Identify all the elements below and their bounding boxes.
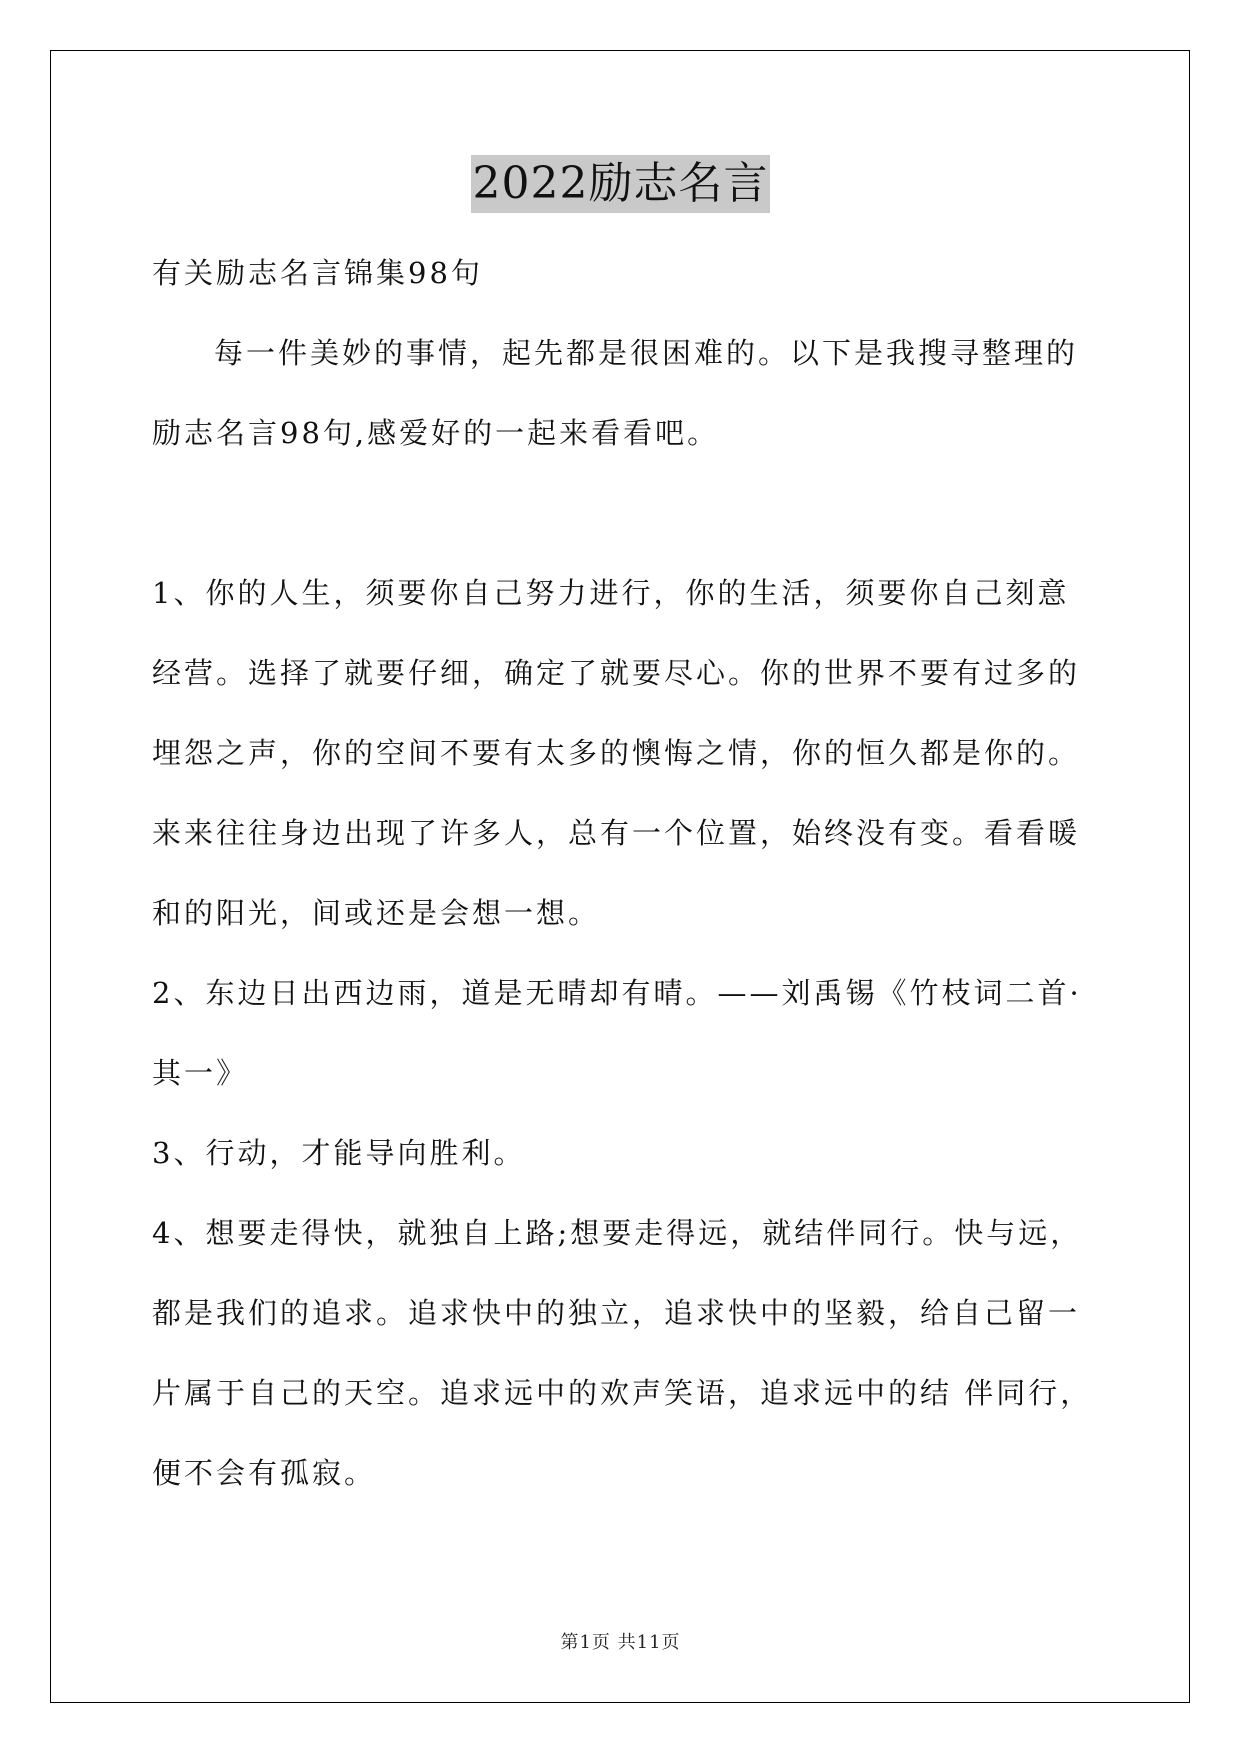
quote-paragraph-2: 2、东边日出西边雨，道是无晴却有晴。——刘禹锡《竹枝词二首·其一》 [152,976,1082,1090]
document-body [152,233,1097,1513]
intro-paragraph: 每一件美妙的事情，起先都是很困难的。以下是我搜寻整理的励志名言98句,感爱好的一起来看看吧。 [152,336,1079,450]
quote-paragraph-1: 1、你的人生，须要你自己努力进行，你的生活，须要你自己刻意经营。选择了就要仔细，确定了就要尽心。你的世界不要有过多的埋怨之声，你的空间不要有太多的懊悔之情，你的恒久都是你的。来来往往身边出现了许多人，总有一个位置，始终没有变。看看暖和的阳光，间或还是会想一想。 [152,576,1081,930]
quote-paragraph-3: 3、行动，才能导向胜利。 [152,1136,526,1170]
title-container [0,155,1241,213]
page-footer: 第1页 共11页 [560,1632,681,1653]
subtitle: 有关励志名言锦集98句 [152,256,483,290]
quote-paragraph-4: 4、想要走得快，就独自上路;想要走得远，就结伴同行。快与远，都是我们的追求。追求快中的独立，追求快中的坚毅，给自己留一片属于自己的天空。追求远中的欢声笑语，追求远中的结 伴同行，便不会有孤寂。 [152,1216,1093,1490]
document-title: 2022励志名言 [471,155,771,213]
paragraph-gap [152,473,1097,553]
